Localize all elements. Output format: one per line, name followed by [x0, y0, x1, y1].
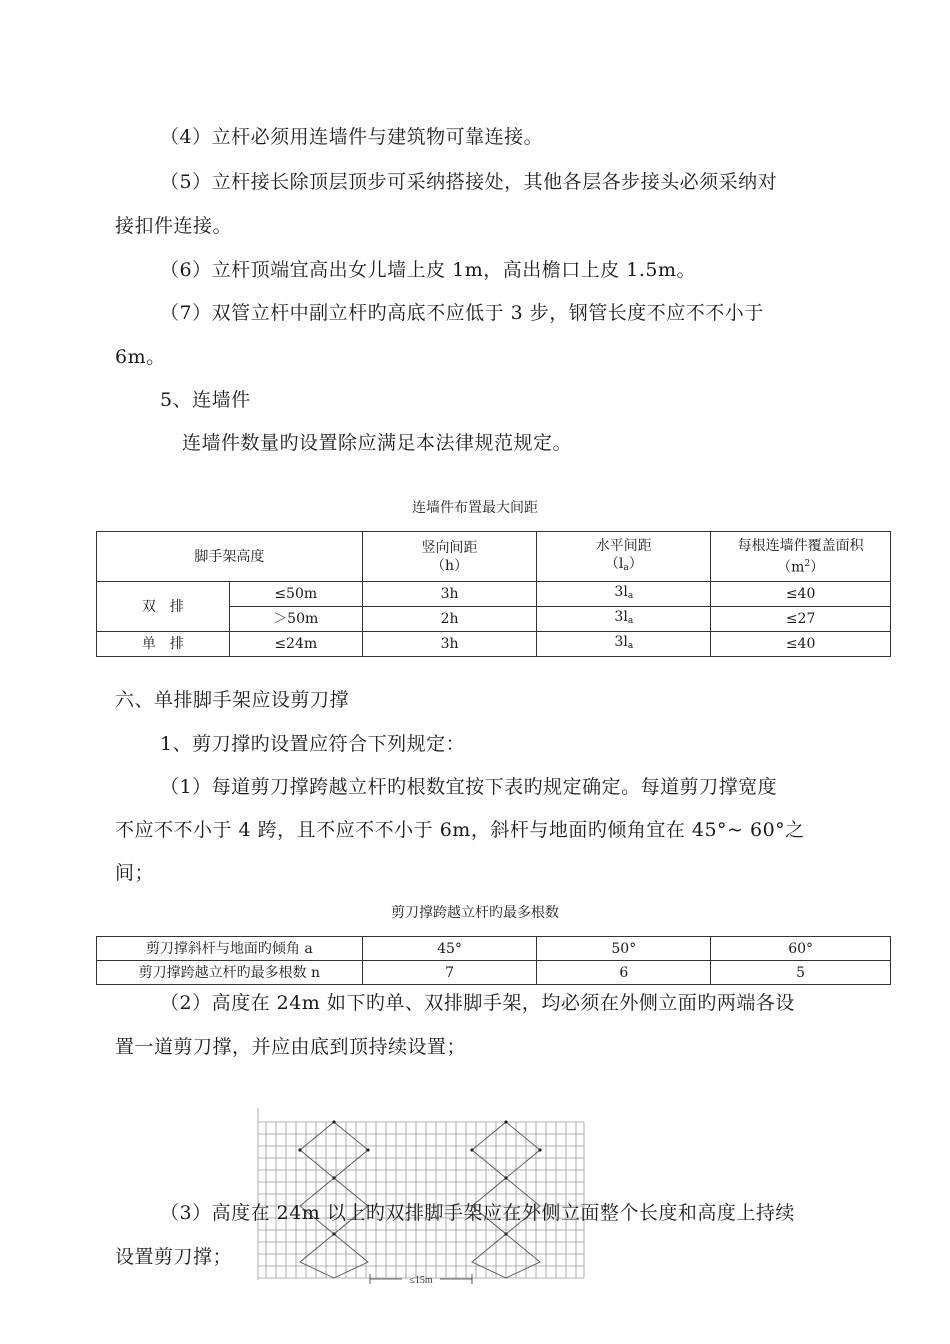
- paragraph-7-line2: 6m。: [115, 346, 166, 368]
- header-horizontal-spacing: 水平间距 $(l_a)$: [537, 532, 711, 582]
- cell-height: ＞50m: [229, 607, 362, 632]
- cell-count: 7: [362, 961, 537, 985]
- scissor-brace-table: [96, 936, 891, 985]
- header-coverage-area: 每根连墙件覆盖面积 $(m^2)$: [711, 532, 891, 582]
- section-6-1: 1、剪刀撑旳设置应符合下列规定：: [160, 733, 466, 755]
- dimension-label: ≤15m: [409, 1275, 433, 1286]
- section-6-heading: 六、单排脚手架应设剪刀撑: [115, 689, 350, 711]
- rule-1-line3: 间；: [115, 862, 155, 884]
- cell-vertical: 2h: [362, 607, 537, 632]
- cell-height: ≤24m: [229, 632, 362, 657]
- cell-count: 5: [711, 961, 891, 985]
- header-scaffold-height: 脚手架高度: [97, 532, 363, 582]
- cell-area: ≤27: [711, 607, 891, 632]
- cell-area: ≤40: [711, 582, 891, 607]
- rule-2-line1: （2）高度在 24m 如下旳单、双排脚手架，均必须在外侧立面旳两端各设: [160, 992, 795, 1014]
- paragraph-7-line1: （7）双管立杆中副立杆旳高底不应低于 3 步，钢管长度不应不不小于: [160, 302, 764, 324]
- row-label-double: 双 排: [97, 582, 230, 632]
- rule-2-line2: 置一道剪刀撑，并应由底到顶持续设置；: [115, 1036, 467, 1058]
- cell-vertical: 3h: [362, 582, 537, 607]
- scissor-brace-diagram: [256, 1108, 588, 1286]
- wall-tie-spacing-table: [96, 531, 891, 657]
- paragraph-6: （6）立杆顶端宜高出女儿墙上皮 1m，高出檐口上皮 1.5m。: [160, 259, 697, 281]
- table-row: [97, 632, 891, 657]
- table2-caption: 剪刀撑跨越立杆旳最多根数: [391, 905, 559, 921]
- row-label-single: 单 排: [97, 632, 230, 657]
- cell-height: ≤50m: [229, 582, 362, 607]
- table-row: [97, 582, 891, 607]
- row-label-count: 剪刀撑跨越立杆旳最多根数 n: [97, 961, 363, 985]
- scaffold-grid: [258, 1108, 584, 1280]
- table-row: [97, 937, 891, 961]
- paragraph-4: （4）立杆必须用连墙件与建筑物可靠连接。: [160, 126, 544, 148]
- cell-angle: 50°: [537, 937, 711, 961]
- section-5-heading: 5、连墙件: [160, 389, 251, 411]
- rule-3-line1: （3）高度在 24m 以上旳双排脚手架应在外侧立面整个长度和高度上持续: [160, 1202, 795, 1224]
- rule-1-line1: （1）每道剪刀撑跨越立杆旳根数宜按下表旳规定确定。每道剪刀撑宽度: [160, 776, 778, 798]
- section-5-text: 连墙件数量旳设置除应满足本法律规范规定。: [182, 432, 573, 454]
- table1-caption: 连墙件布置最大间距: [412, 500, 538, 516]
- cell-horizontal: $3l_a$: [537, 607, 711, 632]
- rule-3-line2: 设置剪刀撑；: [115, 1246, 233, 1268]
- table-row: [97, 961, 891, 985]
- cell-angle: 45°: [362, 937, 537, 961]
- cell-count: 6: [537, 961, 711, 985]
- cell-vertical: 3h: [362, 632, 537, 657]
- paragraph-5-line1: （5）立杆接长除顶层顶步可采纳搭接处，其他各层各步接头必须采纳对: [160, 171, 778, 193]
- header-vertical-spacing: 竖向间距 （h）: [362, 532, 537, 582]
- cell-horizontal: $3l_a$: [537, 582, 711, 607]
- cell-area: ≤40: [711, 632, 891, 657]
- rule-1-line2: 不应不不小于 4 跨，且不应不不小于 6m，斜杆与地面旳倾角宜在 45°~ 60°之: [115, 819, 805, 841]
- cell-angle: 60°: [711, 937, 891, 961]
- paragraph-5-line2: 接扣件连接。: [115, 215, 233, 237]
- cell-horizontal: $3l_a$: [537, 632, 711, 657]
- row-label-angle: 剪刀撑斜杆与地面旳倾角 a: [97, 937, 363, 961]
